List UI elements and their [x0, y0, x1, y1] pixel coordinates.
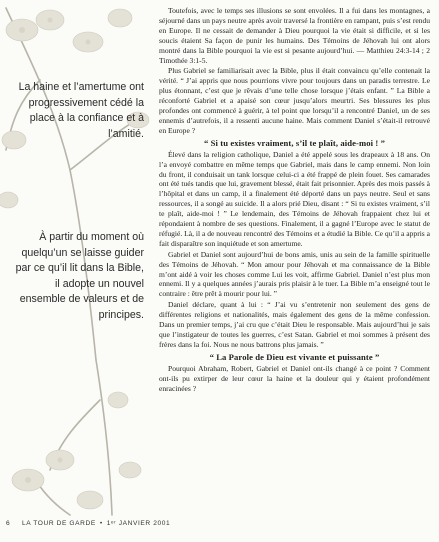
- separator: •: [99, 520, 103, 527]
- page-footer: [6, 520, 406, 527]
- article-body: [159, 6, 430, 394]
- page-number: 6: [6, 520, 11, 527]
- section-heading: “ La Parole de Dieu est vivante et puissante ”: [209, 351, 380, 362]
- paragraph: Daniel déclare, quant à lui : “ J’ai vu s’entretenir non seulement des gens de différentes religions et nationalités, mais également des gens de la même confession. Dans un premier temps, j’ai cru que c’était Dieu le responsable. Mais aujourd’hui je sais que l’instigateur de toutes les guerres, c’est Satan. Gabriel et moi sommes à présent des frères dans la foi. Nous ne nous battrons plus jamais. ”: [159, 300, 430, 349]
- section-heading: “ Si tu existes vraiment, s’il te plaît, aide-moi ! ”: [204, 137, 385, 148]
- paragraph: Plus Gabriel se familiarisait avec la Bible, plus il était convaincu qu’elle contenait la vérité. “ J’ai appris que nous pourrions vivre pour toujours dans un paradis terrestre. Le plus étonnant, c’est que je rêvais d’une telle chose lorsque j’étais enfant. ” La Bible a réconforté Gabriel et a apaisé son cœur jusqu’alors meurtri. Ses blessures les plus profondes ont commencé à guérir, à tel point que lorsqu’il a rencontré Daniel, un de ses ennemis d’autrefois, il a ressenti aucune haine. Mais comment Daniel s’était-il retrouvé en Europe ?: [159, 66, 430, 135]
- pull-quote-bottom: À partir du moment où quelqu’un se laisse guider par ce qu’il lit dans la Bible, il adopte un nouvel ensemble de valeurs et de principes.: [15, 231, 144, 321]
- paragraph: Toutefois, avec le temps ses illusions se sont envolées. Il a fui dans les montagnes, a séjourné dans un pays neutre après avoir traversé la frontière en rampant, puis s’est rendu en Europe. Il ne cessait de demander à Dieu pourquoi la vie était si difficile, et si les soucis étaient Sa façon de punir les humains. Des Témoins de Jéhovah lui ont alors montré dans la Bible pourquoi la vie est si pesante aujourd’hui. — Matthieu 24:3-14 ; 2 Timothée 3:1-5.: [159, 6, 430, 65]
- magazine-title: LA TOUR DE GARDE: [22, 520, 96, 527]
- issue-date: 1ᵉʳ JANVIER 2001: [106, 520, 171, 527]
- pull-quote-top: La haine et l’amertume ont progressivement cédé la place à la confiance et à l’amitié.: [18, 81, 144, 140]
- paragraph: Pourquoi Abraham, Robert, Gabriel et Daniel ont-ils changé à ce point ? Comment ont-ils pu extirper de leur cœur la haine et la douleur qui y étaient profondément enracinées ?: [159, 363, 430, 393]
- paragraph: Gabriel et Daniel sont aujourd’hui de bons amis, unis au sein de la famille spirituelle des Témoins de Jéhovah. “ Mon amour pour Jéhovah et ma connaissance de la Bible m’ont aidé à voir les choses comme Lui les voit, affirme Gabriel. Daniel n’est plus mon ennemi. Il y a quelques années j’aurais pris plaisir à le tuer. La Bible m’a enseigné tout le contraire : être prêt à mourir pour lui. ”: [159, 249, 430, 299]
- paragraph: Élevé dans la religion catholique, Daniel a été appelé sous les drapeaux à 18 ans. On l’a envoyé combattre en même temps que Gabriel, mais dans le camp ennemi. Non loin du front, il conduisait un tank lorsque celui-ci a été frappé de plein fouet. Ses camarades ont été tués tandis que lui, gravement blessé, était fait prisonnier. Après des mois passés à l’hôpital et dans un camp, il a finalement été déporté dans un pays neutre. Seul et sans ressources, il a songé au suicide. Il a alors prié Dieu, disant : “ Si tu existes vraiment, s’il te plaît, aide-moi ! ” Le lendemain, des Témoins de Jéhovah frappaient chez lui et répondaient à nombre de ses questions. Finalement, il a gagné l’Europe avec le statut de réfugié. Là, il a de nouveau rencontré des Témoins et a étudié la Bible. Ce qu’il a appris a fait disparaître son inquiétude et son amertume.: [159, 149, 430, 248]
